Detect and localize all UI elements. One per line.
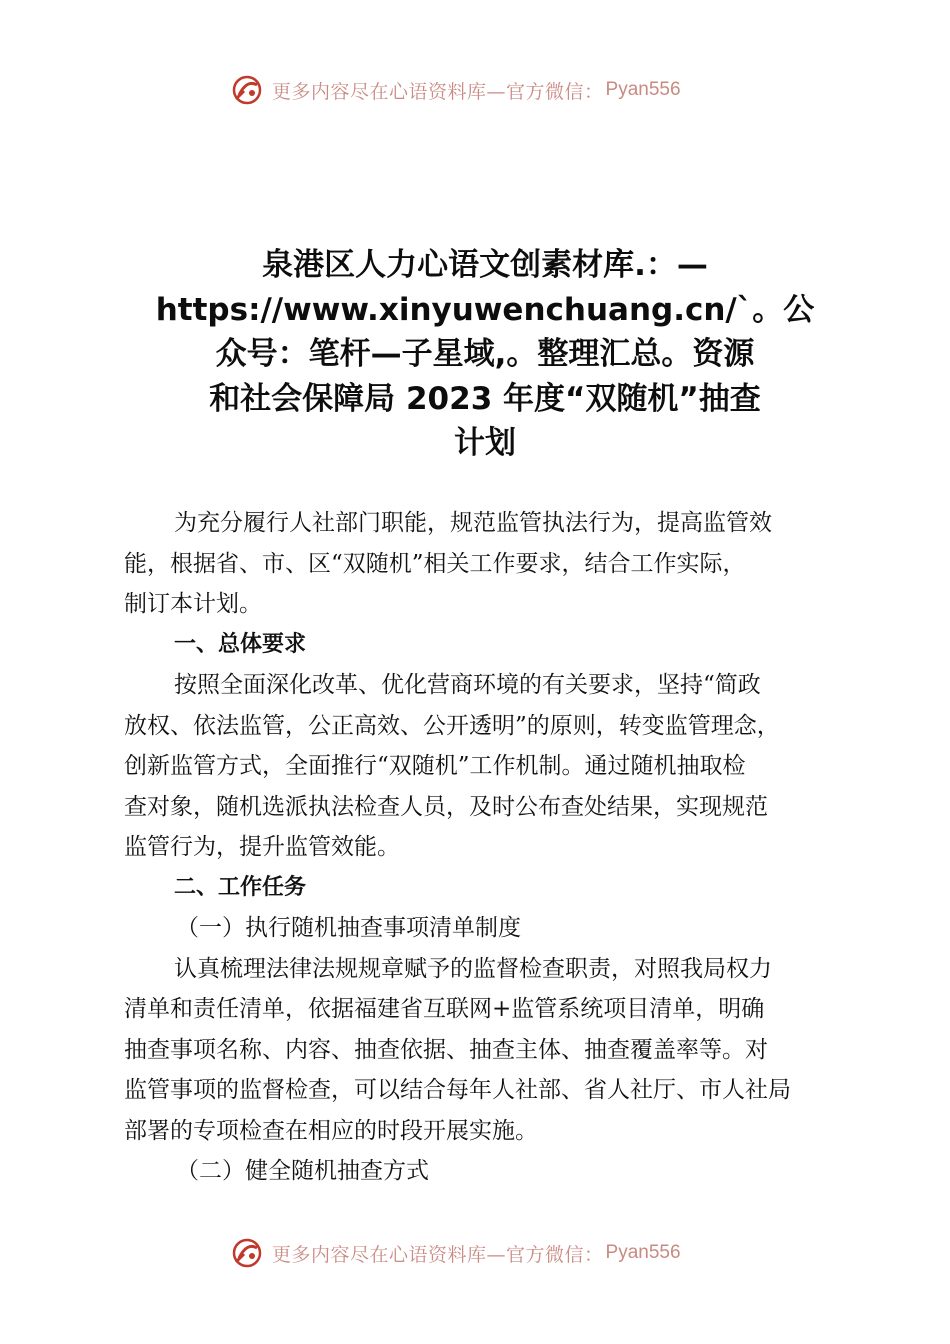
subsection1-paragraph [124, 949, 836, 1152]
paragraph-line: 制订本计划。 [124, 591, 262, 617]
paragraph-line: 监管行为，提升监管效能。 [124, 834, 400, 860]
subsection-heading: （一）执行随机抽查事项清单制度 [176, 915, 521, 941]
paragraph-line: 认真梳理法律法规规章赋予的监督检查职责，对照我局权力 [174, 955, 772, 982]
paragraph-line: 按照全面深化改革、优化营商环境的有关要求，坚持“简政 [174, 672, 761, 698]
logo-icon [230, 73, 264, 107]
paragraph-line: 能，根据省、市、区“双随机”相关工作要求，结合工作实际， [124, 550, 746, 577]
section-heading: 二、工作任务 [174, 874, 307, 900]
section1-paragraph [124, 665, 836, 868]
header-banner [230, 70, 750, 110]
banner-text: 更多内容尽在心语资料库—官方微信： [272, 80, 604, 103]
footer-banner [230, 1233, 750, 1273]
banner-wechat-id: Pyan556 [605, 1242, 681, 1263]
paragraph-line: 部署的专项检查在相应的时段开展实施。 [124, 1117, 538, 1144]
paragraph-line: 抽查事项名称、内容、抽查依据、抽查主体、抽查覆盖率等。对 [124, 1036, 768, 1063]
paragraph-line: 放权、依法监管，公正高效、公开透明”的原则，转变监管理念， [124, 712, 780, 739]
paragraph-line: 监管事项的监督检查，可以结合每年人社部、省人社厅、市人社局 [124, 1077, 791, 1103]
title-line: 泉港区人力心语文创素材库.：— [262, 247, 708, 283]
title-line: https://www.xinyuwenchuang.cn/`。公 [155, 291, 815, 328]
banner-wechat-id: Pyan556 [605, 79, 681, 100]
intro-paragraph [124, 503, 836, 625]
banner-text: 更多内容尽在心语资料库—官方微信： [272, 1243, 604, 1266]
paragraph-line: 创新监管方式，全面推行“双随机”工作机制。通过随机抽取检 [124, 753, 746, 779]
document-body [124, 503, 836, 1192]
paragraph-line: 清单和责任清单，依据福建省互联网+监管系统项目清单，明确 [124, 996, 765, 1022]
title-line: 计划 [454, 425, 516, 461]
paragraph-line: 查对象，随机选派执法检查人员，及时公布查处结果，实现规范 [124, 793, 768, 820]
section-heading: 一、总体要求 [174, 631, 307, 657]
title-line: 众号：笔杆—子星域,。整理汇总。资源 [215, 336, 755, 372]
title-line: 和社会保障局 2023 年度“双随机”抽查 [209, 380, 761, 417]
logo-icon [230, 1236, 264, 1270]
document-title [140, 243, 830, 466]
paragraph-line: 为充分履行人社部门职能，规范监管执法行为，提高监管效 [174, 510, 772, 536]
subsection-heading: （二）健全随机抽查方式 [176, 1158, 429, 1184]
